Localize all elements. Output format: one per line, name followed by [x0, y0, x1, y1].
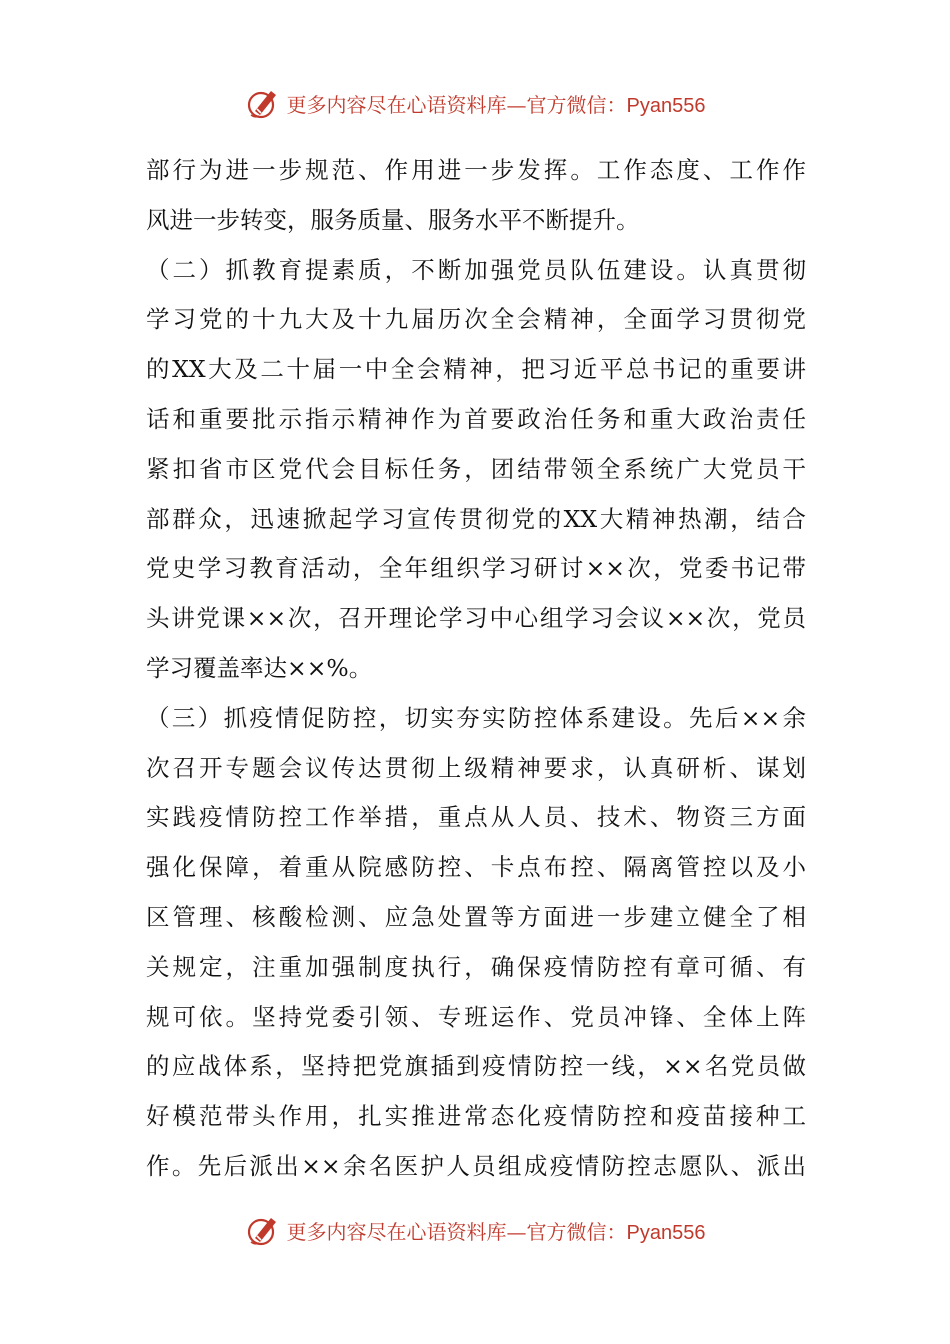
body-line: 党史学习教育活动，全年组织学习研讨××次，党委书记带	[146, 554, 806, 583]
footer-watermark	[0, 1210, 950, 1250]
body-line: 作。先后派出××余名医护人员组成疫情防控志愿队、派出	[146, 1151, 806, 1180]
body-line: 学习党的十九大及十九届历次全会精神，全面学习贯彻党	[146, 305, 806, 334]
body-line: 学习覆盖率达××%。	[146, 653, 373, 682]
header-watermark	[0, 83, 950, 123]
body-line: 部行为进一步规范、作用进一步发挥。工作态度、工作作	[146, 156, 806, 184]
document-body	[146, 146, 806, 1192]
body-line: 风进一步转变，服务质量、服务水平不断提升。	[146, 205, 640, 234]
body-line: （二）抓教育提素质，不断加强党员队伍建设。认真贯彻	[146, 255, 806, 284]
pen-nib-logo-icon	[245, 85, 281, 121]
body-line: 话和重要批示指示精神作为首要政治任务和重大政治责任	[146, 404, 806, 433]
body-line: 区管理、核酸检测、应急处置等方面进一步建立健全了相	[146, 902, 806, 931]
body-line: 的应战体系，坚持把党旗插到疫情防控一线，××名党员做	[146, 1052, 806, 1081]
watermark-wechat-id: Pyan556	[626, 94, 706, 117]
body-line: 的XX大及二十届一中全会精神，把习近平总书记的重要讲	[146, 355, 806, 384]
body-line: 关规定，注重加强制度执行，确保疫情防控有章可循、有	[146, 952, 806, 981]
body-line: 紧扣省市区党代会目标任务，团结带领全系统广大党员干	[146, 454, 806, 483]
body-line: 好模范带头作用，扎实推进常态化疫情防控和疫苗接种工	[146, 1102, 806, 1131]
body-line: 头讲党课××次，召开理论学习中心组学习会议××次，党员	[146, 604, 806, 633]
watermark-text: 更多内容尽在心语资料库—官方微信：	[286, 1219, 627, 1244]
body-line: （三）抓疫情促防控，切实夯实防控体系建设。先后××余	[146, 703, 806, 732]
body-line: 强化保障，着重从院感防控、卡点布控、隔离管控以及小	[146, 853, 806, 882]
watermark-wechat-id: Pyan556	[626, 1221, 706, 1244]
body-line: 次召开专题会议传达贯彻上级精神要求，认真研析、谋划	[146, 753, 806, 782]
body-line: 实践疫情防控工作举措，重点从人员、技术、物资三方面	[146, 803, 806, 832]
body-line: 规可依。坚持党委引领、专班运作、党员冲锋、全体上阵	[146, 1002, 806, 1031]
watermark-text: 更多内容尽在心语资料库—官方微信：	[286, 92, 627, 117]
body-line: 部群众，迅速掀起学习宣传贯彻党的XX大精神热潮，结合	[146, 504, 806, 533]
pen-nib-logo-icon	[245, 1212, 281, 1248]
